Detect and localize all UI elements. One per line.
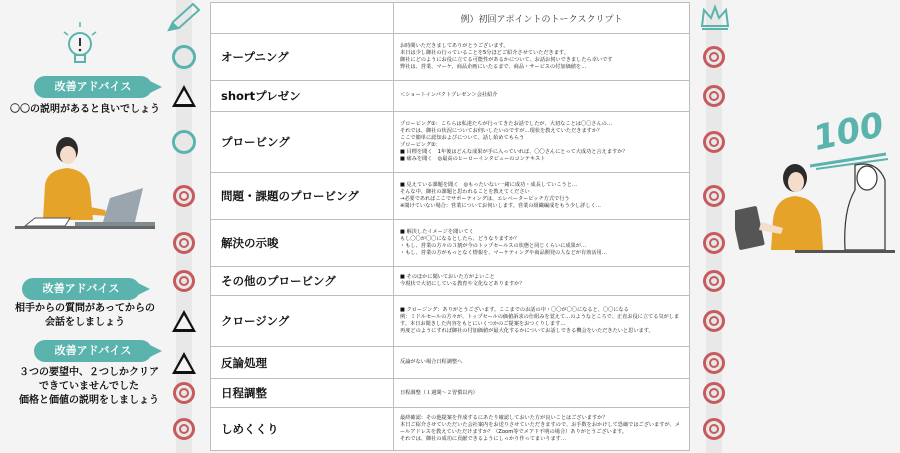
left-mark-double-circle-icon: [173, 382, 195, 404]
right-mark-double-circle-icon: [703, 232, 725, 254]
section-script: ＜ショートインパクトプレゼン＞会社紹介: [394, 81, 690, 112]
section-script: お時間いただきましてありがとうございます。 本日は少し御社の行っていることを5分ほどご紹介させていただきます。 御社にどのようにお役に立てる可能性があるかについて、お話お伺いできましたら幸いです 弊社は、営業、マーケ、商品企画にいたるまで、商品・サービスの付加価値を…: [394, 34, 690, 81]
right-mark-double-circle-icon: [703, 85, 725, 107]
table-row: [211, 81, 690, 112]
table-row: [211, 346, 690, 379]
left-mark-triangle-icon: [172, 310, 196, 332]
woman-laptop-illustration: [15, 130, 155, 240]
section-script: ■ クロージング：ありがとうございます。ここまでのお話の中・〇〇が〇〇になると、〇〇になる 例：ミドルセールの方々が、トップセールの価値訴求の仕組みを覚えて…のようなところで、正直お役に立てる気がします。本日お聞きした内容をもとにいくつかのご提案をおつくりします… 再度どのようにすれば御社の付加価値が最大化するかについてお話しできる機会をいただきたいと思います。: [394, 295, 690, 346]
table-row: [211, 407, 690, 450]
section-name: しめくくり: [211, 407, 394, 450]
table-row: [211, 111, 690, 172]
right-mark-double-circle-icon: [703, 46, 725, 68]
advice-text-3: ３つの要望中、２つしかクリア できていませんでした 価格と価値の説明をしましょう: [19, 367, 159, 406]
left-mark-triangle-icon: [172, 85, 196, 107]
table-header-row: [211, 3, 690, 34]
table-row: [211, 295, 690, 346]
section-script: ■ 解決したイメージを聞いてく もし〇〇が〇〇になるとしたら、どうなりますか？ ・もし、営業の方々の３割が今のトップセールスの状態と同じくらいに成果が… ・もし、営業の方がもっとなく情報を、マーケティングや商品開発の人などが有効活用…: [394, 219, 690, 266]
section-script: 最終確認：その他提案を作成するにあたり確認しておいた方が良いことはございますか？ 本日ご紹介させていただいた会社案内をお送りさせていただきますので、お手数をおかけして恐縮ではございますが、メールアドレスを教えていただけますか？（Zoom等でメアド不明の場合）ありがとうございます。 それでは、御社の成功に貢献できるようにしっかり作ってまいります…: [394, 407, 690, 450]
right-mark-double-circle-icon: [703, 310, 725, 332]
advice-label-3: 改善アドバイス: [34, 340, 152, 362]
header-empty-cell: [211, 3, 394, 34]
score-100-text: 100: [809, 105, 888, 159]
pencil-icon: [165, 2, 201, 34]
left-mark-circle-icon: [172, 45, 196, 69]
section-name: 解決の示唆: [211, 219, 394, 266]
section-name: 日程調整: [211, 379, 394, 408]
left-mark-double-circle-icon: [173, 418, 195, 440]
left-mark-triangle-icon: [172, 352, 196, 374]
left-mark-circle-icon: [172, 130, 196, 154]
section-name: プロービング: [211, 111, 394, 172]
right-mark-double-circle-icon: [703, 131, 725, 153]
advice-text-1: 〇〇の説明があると良いでしょう: [10, 104, 160, 115]
section-name: オープニング: [211, 34, 394, 81]
right-mark-double-circle-icon: [703, 270, 725, 292]
section-name: 問題・課題のプロービング: [211, 172, 394, 219]
table-row: [211, 172, 690, 219]
advice-text-2: 相手からの質問があってからの 会話をしましょう: [15, 303, 155, 328]
crown-icon: [699, 4, 731, 32]
section-script: ■ そのほかに聞いておいた方がよいこと 今現状で大切にしている教育や文化などありますか？: [394, 266, 690, 295]
table-row: [211, 219, 690, 266]
section-name: shortプレゼン: [211, 81, 394, 112]
table-row: [211, 34, 690, 81]
right-mark-double-circle-icon: [703, 418, 725, 440]
lightbulb-icon: [60, 22, 100, 70]
right-mark-double-circle-icon: [703, 185, 725, 207]
left-mark-double-circle-icon: [173, 232, 195, 254]
section-script: 反論がない場合日程調整へ: [394, 346, 690, 379]
section-script: プロービング①：こちらは私達たちが行ってきたお話でしたが、大切なことは〇〇さんの… それでは、御社の状況についてお伺いしたいのですが…現状を教えていただきますか？ ここで簡単に認知およびについて、話し始めてもらう プロービング②： ■ 目標を聞く 1年後はどんな成果が手に入っていれば、〇〇さんにとって大成功と言えますか？ ■ 痛みを聞く ◎最高のヒーローインタビューのコンテキスト: [394, 111, 690, 172]
right-mark-double-circle-icon: [703, 352, 725, 374]
table-title: 例）初回アポイントのトークスクリプト: [394, 3, 690, 34]
section-name: その他のプロービング: [211, 266, 394, 295]
section-script: 日程調整（１週間〜２習慣以内）: [394, 379, 690, 408]
talk-script-table: [210, 2, 690, 451]
advice-label-1: 改善アドバイス: [34, 76, 152, 98]
left-mark-double-circle-icon: [173, 270, 195, 292]
advice-label-2: 改善アドバイス: [22, 278, 140, 300]
businesswoman-tablet-illustration: [735, 150, 895, 260]
section-name: 反論処理: [211, 346, 394, 379]
table-row: [211, 266, 690, 295]
section-name: クロージング: [211, 295, 394, 346]
table-row: [211, 379, 690, 408]
left-mark-double-circle-icon: [173, 185, 195, 207]
right-mark-double-circle-icon: [703, 382, 725, 404]
section-script: ■ 見えている課題を聞く ◎もったいない一緒に成功・成長していこうと… そんな中、御社の課題と思われることを教えてください →必要であればここでサポーティングは、エレベーターピッチ方式で行う ※聞けていない場合：営業についてお伺いします。営業の組織編成をもう少し詳しく…: [394, 172, 690, 219]
